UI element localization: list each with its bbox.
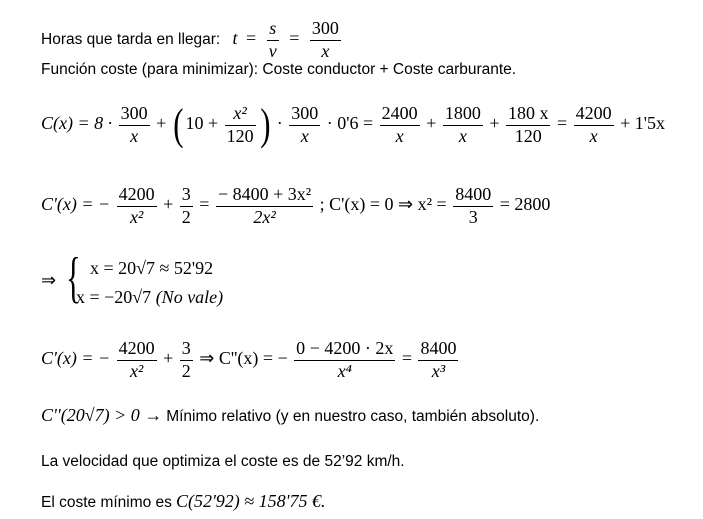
implies-arrow: ⇒ [41,270,57,290]
solution-invalid: x = −20√7 (No vale) [76,287,224,307]
travel-time-line: Horas que tarda en llegar: t = $\frac{s}{v}$ = $\frac{300}{x}$ [41,18,339,61]
derivative-equation: C'(x) = − $\frac{4200}{\text{x²}}$ + $\frac{3}{2}$ = $\frac{\text{− 8400 + 3x²}}{\text{2x²}}$ ; C'(x) = 0 ⇒ x² = $\frac{8400}{3}$ = 2800 [41,184,551,227]
s-over-v-fraction: $\frac{s}{v}$ [268,18,277,61]
cost-function-line: Función coste (para minimizar): Coste conductor + Coste carburante. [41,61,517,78]
t-variable: t [232,28,238,49]
cost-lhs: C(x) = 8 · [41,113,113,134]
solution-valid: x = 20√7 ≈ 52'92 [90,258,214,278]
300-over-x-fraction: $\frac{300}{x}$ [311,18,339,61]
second-derivative-equation: C'(x) = − $\frac{4200}{\text{x²}}$ + $\frac{3}{2}$ ⇒ C''(x) = − $\frac{0 - 4200 \cdot 2x}{\text{x⁴}}$ = $\frac{8400}{\text{x³}}$ [41,338,457,381]
min-cost-line: El coste mínimo es C(52'92) ≈ 158'75 €. [41,491,326,511]
travel-time-label: Horas que tarda en llegar: [41,31,221,49]
velocity-line: La velocidad que optimiza el coste es de 52’92 km/h. [41,453,405,470]
minimum-line: C''(20√7) > 0 → Mínimo relativo (y en nuestro caso, también absoluto). [41,405,540,425]
system-brace: { [66,247,81,309]
cost-equation: C(x) = 8 · $\frac{300}{x}$ + ( 10 + $\frac{\text{x²}}{120}$ ) · $\frac{300}{x}$ · 0'6 = $\frac{2400}{x}$ + $\frac{1800}{x}$ + $\frac{180 x}{120}$ = $\frac{4200}{x}$ + 1'5x [41,100,666,150]
